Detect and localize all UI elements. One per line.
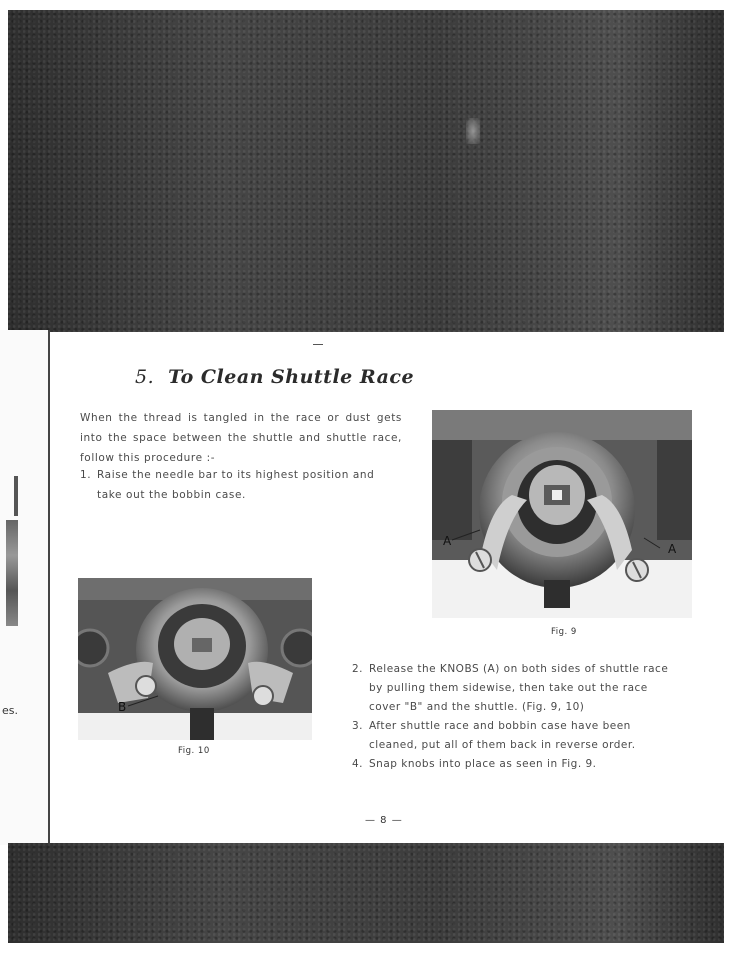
step-text: Raise the needle bar to its highest position and take out the bobbin case.	[97, 469, 375, 501]
step-4	[352, 755, 678, 774]
race-cover-illustration	[78, 578, 312, 740]
steps-list	[352, 660, 678, 774]
fig10-label-b: B	[118, 700, 127, 714]
step-text: After shuttle race and bobbin case have been cleaned, put all of them back in reverse order.	[369, 720, 636, 751]
section-title: To Clean Shuttle Race	[168, 366, 415, 388]
step-3	[352, 717, 678, 755]
step-2	[352, 660, 678, 717]
intro-paragraph: When the thread is tangled in the race or dust gets into the space between the shuttle and shuttle race, follow this procedure :-	[80, 412, 402, 464]
shuttle-race-illustration	[432, 410, 692, 618]
fig-9-photo	[432, 410, 692, 618]
section-heading	[135, 366, 414, 388]
fig-10-photo	[78, 578, 312, 740]
top-dark-band	[8, 10, 724, 332]
section-number: 5.	[135, 366, 155, 388]
page-number: — 8 —	[365, 815, 403, 826]
step-number: 1.	[80, 469, 92, 481]
edge-text: es.	[2, 704, 18, 717]
bottom-dark-band	[8, 843, 724, 943]
edge-image-fragment	[6, 520, 18, 626]
fig9-label-a-left: A	[443, 534, 452, 548]
glare-spot	[466, 118, 480, 144]
scan-mark	[313, 344, 323, 345]
fig-9-caption: Fig. 9	[551, 627, 577, 637]
fig-10-caption: Fig. 10	[178, 746, 210, 756]
step-text: Release the KNOBS (A) on both sides of shuttle race by pulling them sidewise, then take out the race cover "B" and the shuttle. (Fig. 9, 10)	[369, 663, 669, 713]
fig9-label-a-right: A	[668, 542, 677, 556]
step-number: 2.	[352, 663, 364, 675]
step-text: Snap knobs into place as seen in Fig. 9.	[369, 758, 597, 770]
step-1	[80, 465, 402, 505]
step-number: 4.	[352, 758, 364, 770]
edge-mark	[14, 476, 18, 516]
step-number: 3.	[352, 720, 364, 732]
